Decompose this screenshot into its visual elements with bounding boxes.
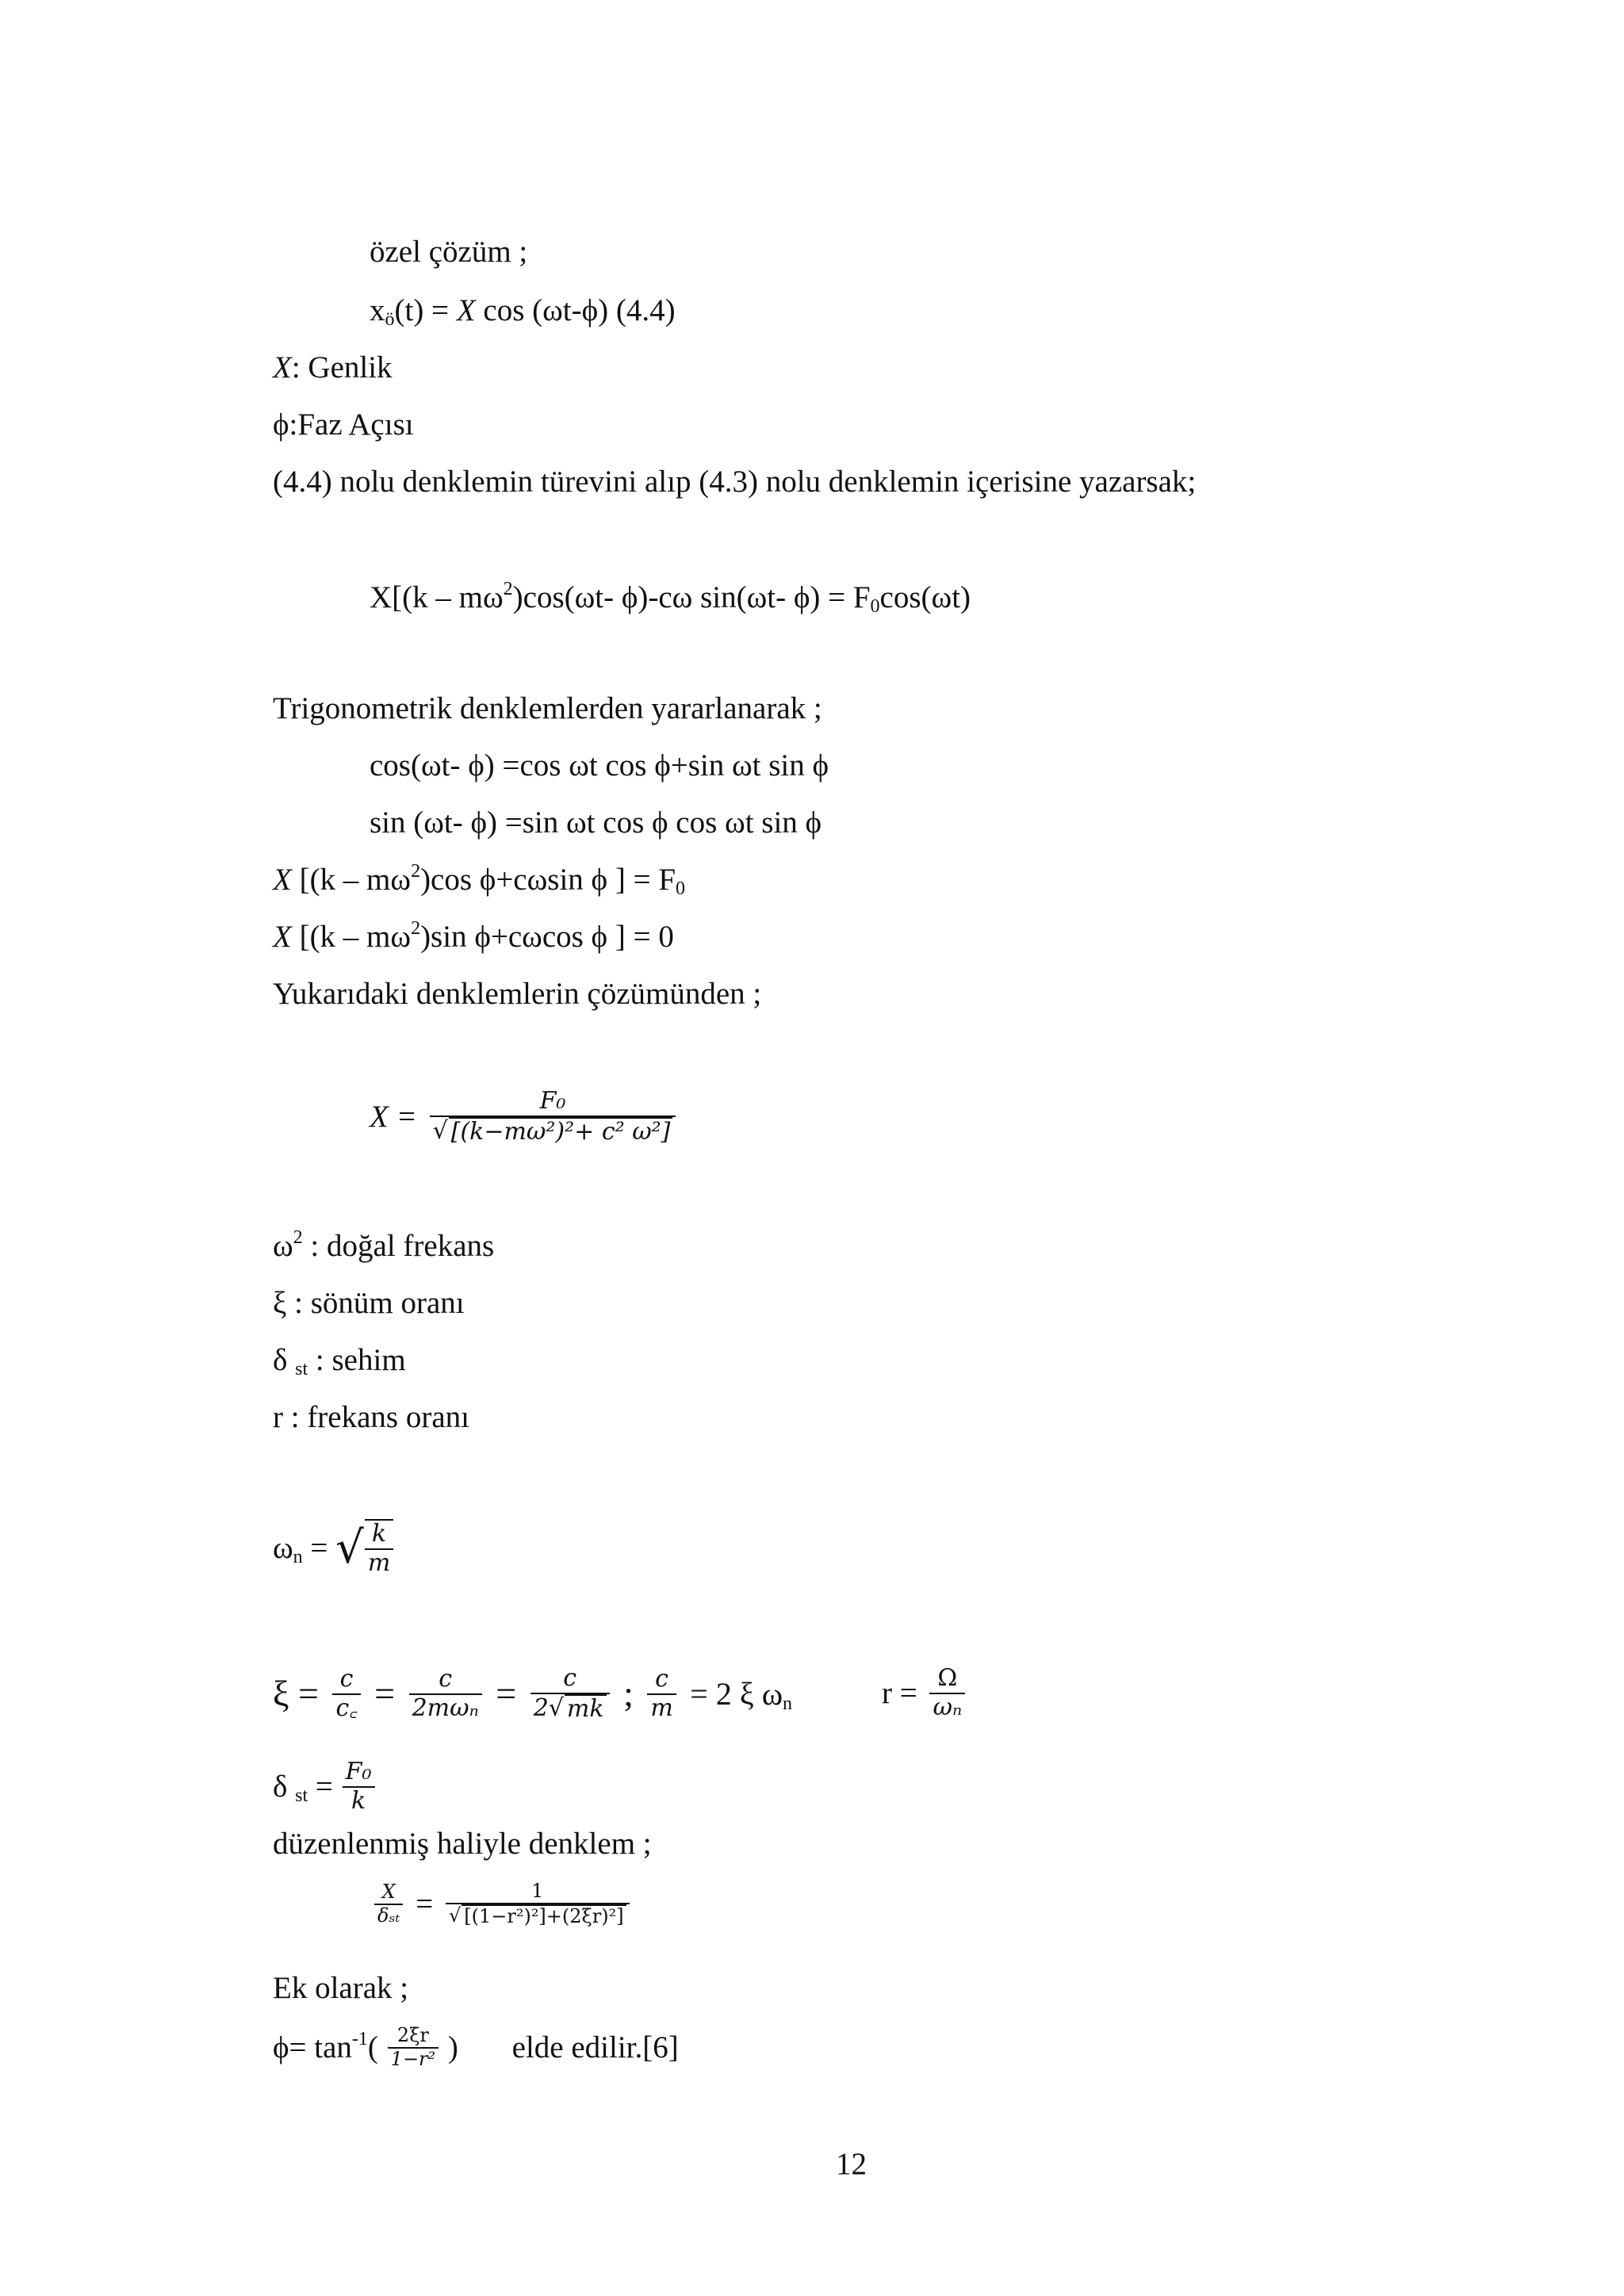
text-ozel-cozum: özel çözüm ; (370, 235, 528, 269)
definition-dogal-frekans: $\omega^2$ : doğal frekans (273, 1227, 495, 1263)
equation-system-2: X [$(k - m\omega^2)\sin$ ϕ+cωcos ϕ ] = 0 (273, 918, 674, 954)
equation-4-4: $x_ö(t) = X$ cos (ωt-ϕ) (4.4) (370, 293, 676, 330)
sqrt-symbol: √ mk (549, 1694, 607, 1724)
equation-damping-ratio: ξ = $\frac{c}{c꜀}$ = $\frac{c}{\text{2mωₙ}}$ = c 2 √ mk ; $\frac{c}{m}$ = 2 ξ $\omega_n$ (273, 1664, 793, 1723)
definition-frekans-orani: r : frekans oranı (273, 1400, 469, 1434)
definition-sehim: δ $_{st}$ : sehim (273, 1343, 406, 1380)
page-number: 12 (836, 2147, 867, 2181)
equation-static-deflection: δ $_{st}$ = $\frac{\text{F₀}}{k}$ (273, 1758, 380, 1815)
text-duzenlenmis: düzenlenmiş haliyle denklem ; (273, 1827, 652, 1861)
equation-frequency-ratio: r = $\frac{\Omega}{\text{ωₙ}}$ (882, 1665, 970, 1721)
definition-sonum-orani: ξ : sönüm oranı (273, 1286, 465, 1320)
equation-natural-frequency: $\omega_n$ = √ $\frac{k}{m}$ (273, 1519, 393, 1577)
equation-substituted: $X[(k - m\omega^2)\cos(\omega t-$ ϕ)-cω sin(ωt- $\phi) = F_0\cos(\omega t)$ (370, 579, 971, 617)
equation-normalized-amplitude: $\frac{X}{\text{δₛₜ}}$ = 1 √ [(1−r²)²]+(2ξr)²] (370, 1881, 634, 1927)
text-ek-olarak: Ek olarak ; (273, 1971, 409, 2005)
sqrt-symbol: √ [(1−r²)²]+(2ξr)²] (449, 1904, 626, 1928)
text-yukaridaki: Yukarıdaki denklemlerin çözümünden ; (273, 977, 762, 1011)
amplitude-fraction: F₀ √ [(k−mω²)²+ c² ω²] (430, 1088, 676, 1146)
equation-amplitude: X = F₀ √ [(k−mω²)²+ c² ω²] (370, 1088, 680, 1146)
equation-phase-angle: $\phi= \tan^{-1}$( $\frac{2\xi r}{\text{1−r²}}$ ) elde edilir.[6] (273, 2024, 679, 2070)
sqrt-symbol: √ [(k−mω²)²+ c² ω²] (433, 1117, 673, 1146)
definition-genlik: X: Genlik (273, 350, 393, 385)
text-trig-intro: Trigonometrik denklemlerden yararlanarak ; (273, 691, 822, 725)
text-turev: (4.4) nolu denklemin türevini alıp (4.3) nolu denklemin içerisine yazarsak; (273, 465, 1197, 499)
equation-trig-cos: cos(ωt- ϕ) =cos ωt cos ϕ+sin ωt sin ϕ (370, 748, 829, 783)
definition-faz-acisi: ϕ:Faz Açısı (273, 408, 414, 442)
sqrt-symbol: √ $\frac{k}{m}$ (335, 1519, 393, 1577)
equation-system-1: X [$(k - m\omega^2)\cos$ ϕ+cωsin ϕ ] = $F_0$ (273, 861, 686, 899)
equation-trig-sin: sin (ωt- ϕ) =sin ωt cos ϕ cos ωt sin ϕ (370, 806, 822, 840)
